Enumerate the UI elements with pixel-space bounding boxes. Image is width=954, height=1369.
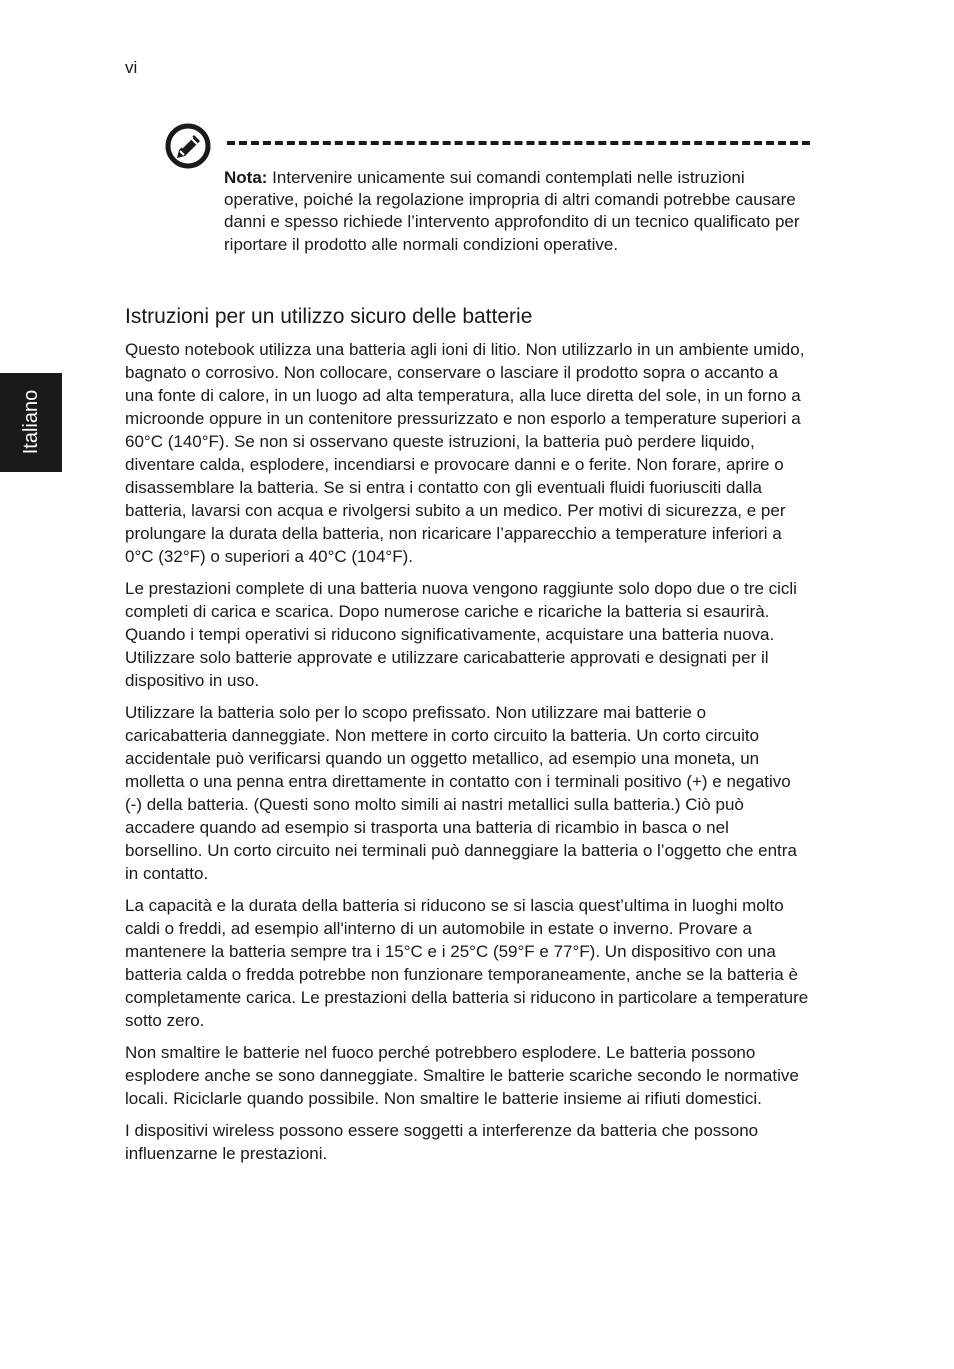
paragraph-temperature: La capacità e la durata della batteria si riducono se si lascia quest’ultima in luoghi molto caldi o freddi, ad esempio all'interno di un automobile in estate o inverno. Provare a mantenere la batteria sempre tra i 15°C e i 25°C (59°F e 77°F). Un dispositivo con una batteria calda o fredda potrebbe non funzionare temporaneamente, anche se la batteria è completamente carica. Le prestazioni della batteria si riducono in particolare a temperature sotto zero. <box>125 896 809 1030</box>
paragraph-wireless-interference: I dispositivi wireless possono essere soggetti a interferenze da batteria che possono influenzarne le prestazioni. <box>125 1121 759 1163</box>
pen-note-icon-graphic <box>165 123 211 169</box>
paragraph-lithium-safety: Questo notebook utilizza una batteria agli ioni di litio. Non utilizzarlo in un ambiente umido, bagnato o corrosivo. Non collocare, conservare o lasciare il prodotto sopra o accanto a una fonte di calore, in un luogo ad alta temperatura, alla luce diretta del sole, in un forno a microonde oppure in un contenitore pressurizzato e non esporlo a temperature superiori a 60°C (140°F). Se non si osservano queste istruzioni, la batteria può perdere liquido, diventare calda, esplodere, incendiarsi e provocare danni e o ferite. Non forare, aprire o disassemblare la batteria. Se si entra i contatto con gli eventuali fluidi fuoriusciti dalla batteria, lavarsi con acqua e rivolgersi subito a un medico. Per motivi di sicurezza, e per prolungare la durata della batteria, non ricaricare l’apparecchio a temperature inferiori a 0°C (32°F) o superiori a 40°C (104°F). <box>125 340 805 566</box>
paragraph-short-circuit: Utilizzare la batteria solo per lo scopo prefissato. Non utilizzare mai batterie o caricabatteria danneggiate. Non mettere in corto circuito la batteria. Un corto circuito accidentale può verificarsi quando un oggetto metallico, ad esempio una moneta, un molletta o una penna entra direttamente in contatto con i terminali positivo (+) e negativo (-) della batteria. (Questi sono molto simili ai nastri metallici sulla batteria.) Ciò può accadere quando ad esempio si trasporta una batteria di ricambio in basca o nel borsellino. Un corto circuito nei terminali può danneggiare la batteria o l’oggetto che entra in contatto. <box>125 703 797 883</box>
section-heading: Istruzioni per un utilizzo sicuro delle batterie <box>125 305 533 328</box>
note-body: Intervenire unicamente sui comandi contemplati nelle istruzioni operative, poiché la regolazione impropria di altri comandi potrebbe causare danni e spesso richiede l’intervento approfondito di un tecnico qualificato per riportare il prodotto alle normali condizioni operative. <box>224 168 800 254</box>
paragraph-disposal: Non smaltire le batterie nel fuoco perché potrebbero esplodere. Le batteria possono esplodere anche se sono danneggiate. Smaltire le batterie scariche secondo le normative locali. Riciclarle quando possibile. Non smaltire le batterie insieme ai rifiuti domestici. <box>125 1043 799 1108</box>
pen-note-icon <box>165 123 211 169</box>
language-side-tab-label: Italiano <box>20 389 42 455</box>
note-dashed-divider <box>227 141 810 145</box>
page-number: vi <box>125 58 138 77</box>
section-body <box>125 338 809 1174</box>
paragraph-battery-performance: Le prestazioni complete di una batteria nuova vengono raggiunte solo dopo due o tre cicli completi di carica e scarica. Dopo numerose cariche e ricariche la batteria si esaurirà. Quando i tempi operativi si riducono significativamente, acquistare una batteria nuova. Utilizzare solo batterie approvate e utilizzare caricabatterie approvati e designati per il dispositivo in uso. <box>125 579 797 690</box>
language-side-tab <box>0 373 62 472</box>
note-label: Nota: <box>224 168 268 187</box>
note-text <box>224 167 814 256</box>
